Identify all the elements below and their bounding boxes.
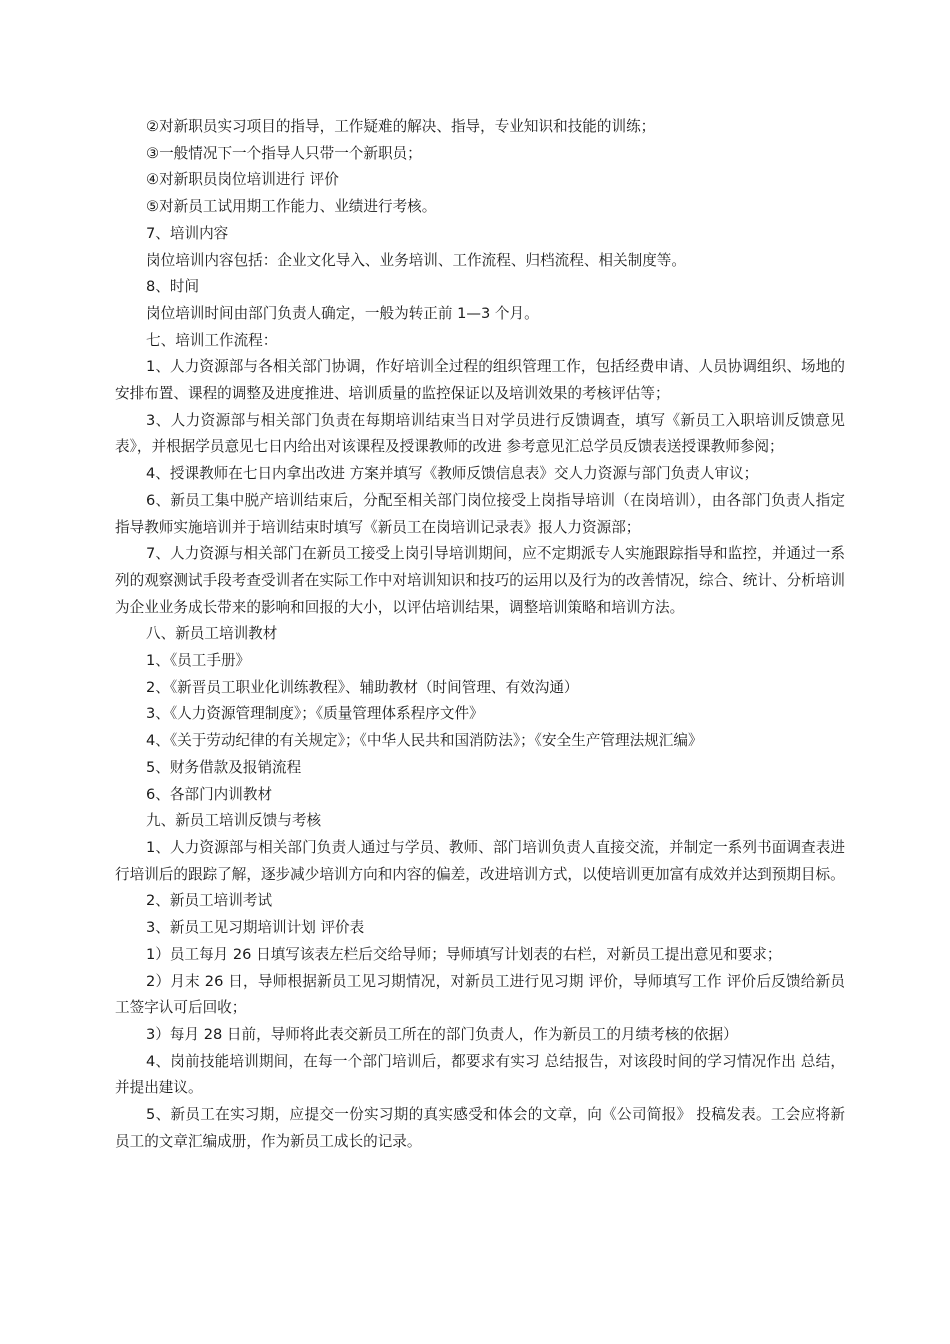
list-item: 2、《新晋员工职业化训练教程》、辅助教材（时间管理、有效沟通）	[146, 678, 579, 696]
paragraph: 岗位培训时间由部门负责人确定，一般为转正前 1—3 个月。	[146, 304, 539, 322]
paragraph: 2、新员工培训考试	[146, 892, 273, 910]
paragraph: 1）员工每月 26 日填写该表左栏后交给导师；导师填写计划表的右栏，对新员工提出意见和要求；	[146, 945, 782, 963]
document-body	[115, 114, 845, 1155]
list-item: 4、《关于劳动纪律的有关规定》；《中华人民共和国消防法》；《安全生产管理法规汇编》	[146, 732, 703, 750]
paragraph: 1、人力资源部与相关部门负责人通过与学员、教师、部门培训负责人直接交流，并制定一系列书面调查表进行培训后的跟踪了解，逐步减少培训方向和内容的偏差，改进培训方式，以使培训更加富有成效并达到预期目标。	[115, 838, 845, 883]
paragraph: 3、人力资源部与相关部门负责在每期培训结束当日对学员进行反馈调查，填写《新员工入职培训反馈意见表》，并根据学员意见七日内给出对该课程及授课教师的改进 参考意见汇总学员反馈表送授课教师参阅；	[115, 411, 845, 456]
list-item: 5、财务借款及报销流程	[146, 758, 302, 776]
paragraph: ②对新职员实习项目的指导，工作疑难的解决、指导，专业知识和技能的训练；	[146, 118, 656, 135]
paragraph: 4、授课教师在七日内拿出改进 方案并填写《教师反馈信息表》交人力资源与部门负责人审议；	[146, 465, 759, 483]
list-item: 6、各部门内训教材	[146, 785, 273, 803]
paragraph: 5、新员工在实习期，应提交一份实习期的真实感受和体会的文章，向《公司简报》 投稿发表。工会应将新员工的文章汇编成册，作为新员工成长的记录。	[115, 1106, 845, 1150]
list-item: 1、《员工手册》	[146, 652, 251, 670]
section-heading: 九、新员工培训反馈与考核	[146, 812, 322, 830]
list-item: 3、《人力资源管理制度》；《质量管理体系程序文件》	[146, 705, 484, 723]
paragraph: 1、人力资源部与各相关部门协调，作好培训全过程的组织管理工作，包括经费申请、人员协调组织、场地的安排布置、课程的调整及进度推进、培训质量的监控保证以及培训效果的考核评估等；	[115, 358, 845, 403]
paragraph: 7、人力资源与相关部门在新员工接受上岗引导培训期间，应不定期派专人实施跟踪指导和监控，并通过一系列的观察测试手段考查受训者在实际工作中对培训知识和技巧的运用以及行为的改善情况，综合、统计、分析培训为企业业务成长带来的影响和回报的大小，以评估培训结果，调整培训策略和培训方法。	[115, 545, 845, 616]
paragraph: 6、新员工集中脱产培训结束后，分配至相关部门岗位接受上岗指导培训（在岗培训），由各部门负责人指定指导教师实施培训并于培训结束时填写《新员工在岗培训记录表》报人力资源部；	[115, 491, 845, 536]
section-heading: 八、新员工培训教材	[146, 625, 278, 643]
paragraph: 4、岗前技能培训期间，在每一个部门培训后，都要求有实习 总结报告，对该段时间的学习情况作出 总结，并提出建议。	[115, 1052, 845, 1097]
paragraph: ④对新职员岗位培训进行 评价	[146, 171, 339, 189]
section-heading: 七、培训工作流程：	[146, 331, 278, 349]
paragraph: ⑤对新员工试用期工作能力、业绩进行考核。	[146, 198, 437, 216]
paragraph: ③一般情况下一个指导人只带一个新职员；	[146, 144, 422, 162]
paragraph: 3）每月 28 日前，导师将此表交新员工所在的部门负责人，作为新员工的月绩考核的依据）	[146, 1025, 738, 1043]
paragraph: 2）月末 26 日，导师根据新员工见习期情况，对新员工进行见习期 评价，导师填写工作 评价后反馈给新员工签字认可后回收；	[115, 972, 845, 1017]
paragraph: 3、新员工见习期培训计划 评价表	[146, 919, 365, 937]
section-heading: 8、时间	[146, 278, 200, 296]
paragraph: 岗位培训内容包括：企业文化导入、业务培训、工作流程、归档流程、相关制度等。	[146, 251, 686, 269]
section-heading: 7、培训内容	[146, 224, 229, 242]
